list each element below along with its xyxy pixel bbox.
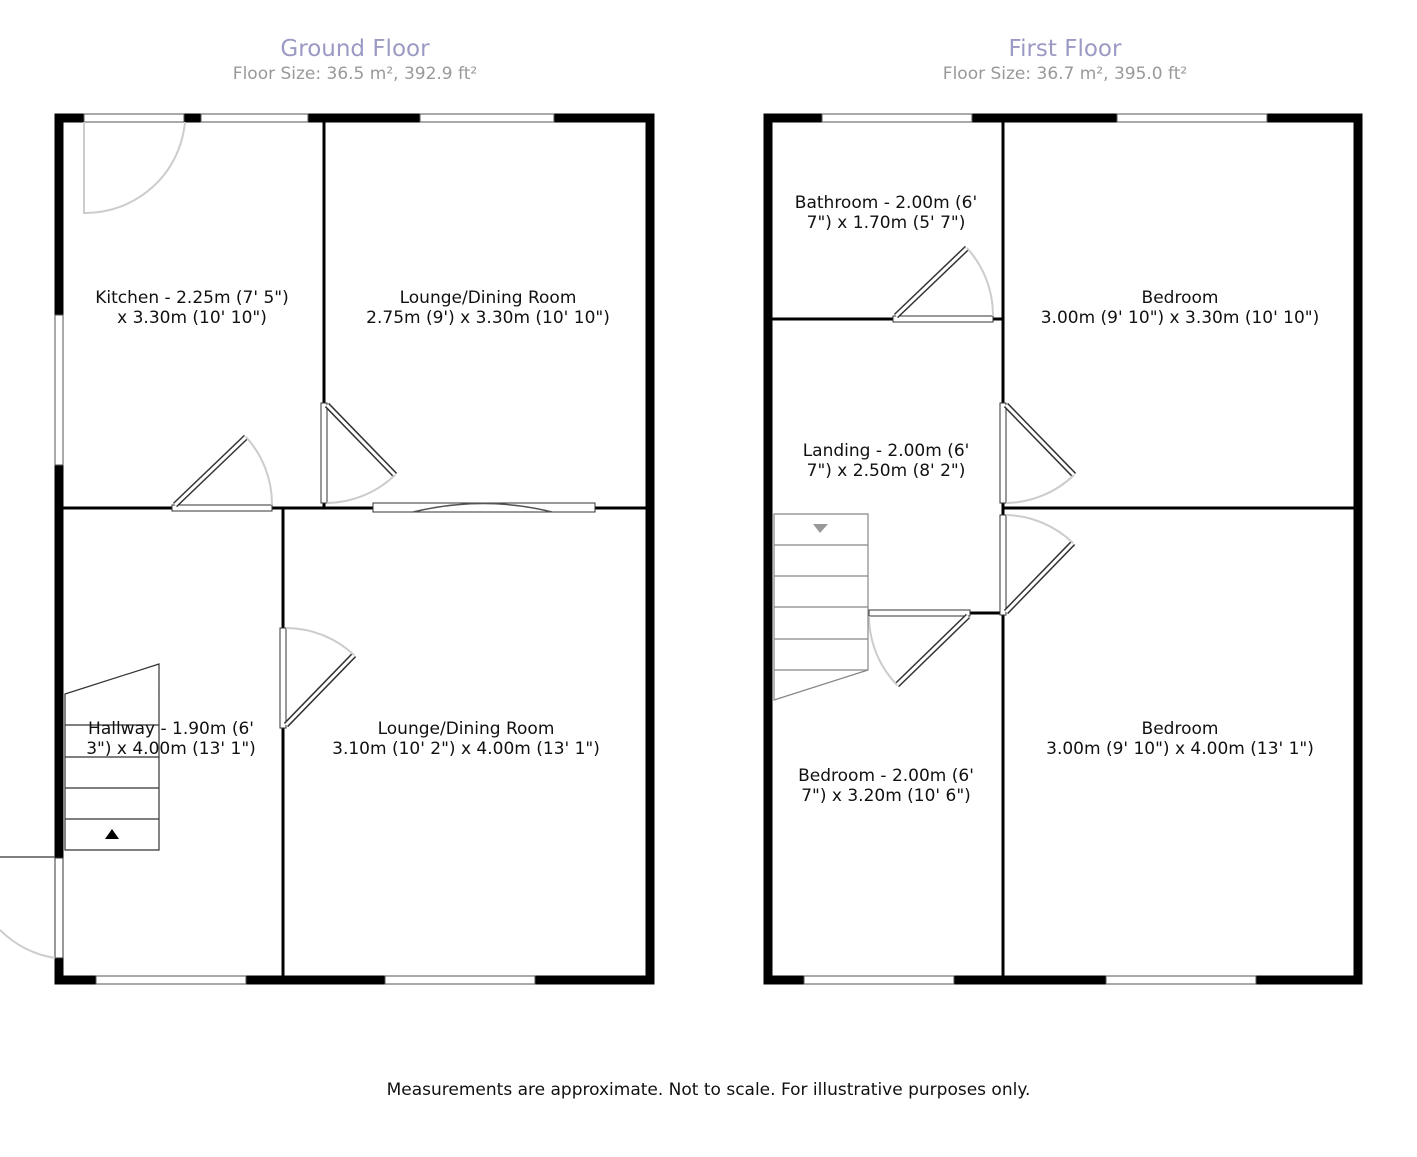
first-floor-plan [768, 114, 1358, 984]
bedroom-front-door [1000, 515, 1073, 615]
ground-window [96, 976, 246, 984]
kitchen-label: Kitchen - 2.25m (7' 5") [95, 288, 289, 308]
kitchen-dimensions: x 3.30m (10' 10") [117, 308, 267, 328]
bathroom-door [893, 248, 993, 322]
bedroom-small-label: Bedroom - 2.00m (6' [798, 766, 974, 786]
hallway-dimensions: 3") x 4.00m (13' 1") [86, 739, 256, 759]
kitchen-hall-door [172, 437, 272, 511]
ground-window [55, 315, 63, 465]
first-floor-title: First Floor [1008, 36, 1122, 62]
stairs-up-arrow-icon [105, 829, 119, 839]
landing-label: Landing - 2.00m (6' [802, 441, 970, 461]
bedroom-small-door [869, 610, 970, 685]
disclaimer: Measurements are approximate. Not to scale. For illustrative purposes only. [386, 1080, 1031, 1100]
lounge-rear-door [321, 403, 395, 503]
lounge-front-dimensions: 3.10m (10' 2") x 4.00m (13' 1") [332, 739, 600, 759]
stairs-down-arrow-icon [813, 524, 828, 533]
bedroom-front-label: Bedroom [1141, 719, 1219, 739]
first-window [1117, 114, 1267, 122]
first-floor-size: Floor Size: 36.7 m², 395.0 ft² [942, 64, 1188, 84]
first-window [804, 976, 954, 984]
bathroom-label: Bathroom - 2.00m (6' [794, 193, 978, 213]
bedroom-rear-label: Bedroom [1141, 288, 1219, 308]
bedroom-rear-dimensions: 3.00m (9' 10") x 3.30m (10' 10") [1040, 308, 1320, 328]
lounge-rear-label: Lounge/Dining Room [399, 288, 577, 308]
ground-floor-outer-wall [59, 118, 650, 980]
ground-window [420, 114, 554, 122]
lounge-front-label: Lounge/Dining Room [377, 719, 555, 739]
hall-lounge-door [280, 628, 354, 728]
lounge-rear-dimensions: 2.75m (9') x 3.30m (10' 10") [366, 308, 610, 328]
front-door [0, 857, 63, 958]
kitchen-door-swing [84, 122, 185, 213]
bedroom-front-dimensions: 3.00m (9' 10") x 4.00m (13' 1") [1046, 739, 1314, 759]
ground-window [385, 976, 535, 984]
first-window [1106, 976, 1256, 984]
ground-floor-plan [0, 114, 650, 984]
first-window [822, 114, 972, 122]
lounge-opening [373, 503, 595, 512]
first-stairs [774, 514, 868, 700]
ground-floor-size: Floor Size: 36.5 m², 392.9 ft² [232, 64, 478, 84]
bedroom-rear-door [1000, 403, 1074, 503]
ground-floor-title: Ground Floor [280, 36, 430, 62]
hallway-label: Hallway - 1.90m (6' [88, 719, 254, 739]
landing-dimensions: 7") x 2.50m (8' 2") [806, 461, 966, 481]
ground-window [201, 114, 308, 122]
ground-window [84, 114, 184, 122]
bathroom-dimensions: 7") x 1.70m (5' 7") [806, 213, 966, 233]
bedroom-small-dimensions: 7") x 3.20m (10' 6") [801, 786, 971, 806]
